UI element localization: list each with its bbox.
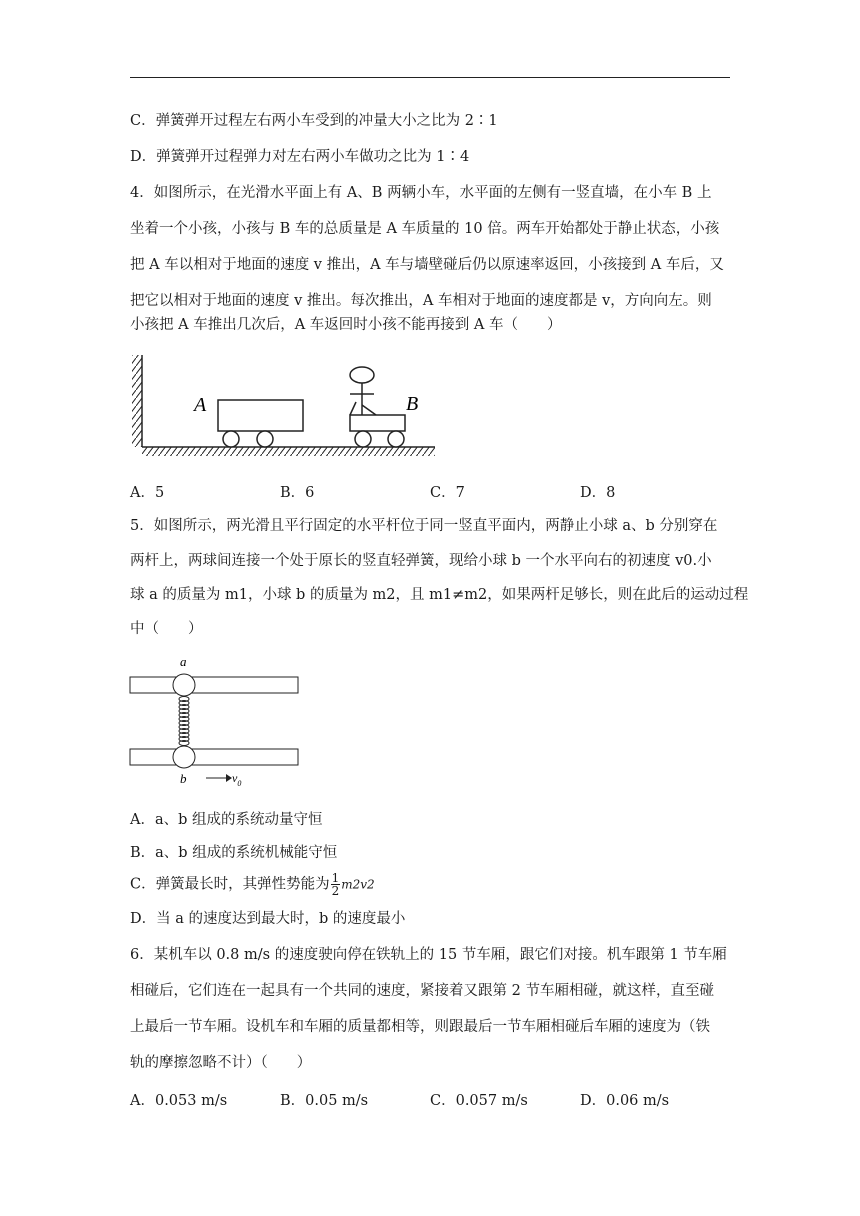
cart-b-body bbox=[350, 415, 405, 431]
q5-option-c bbox=[130, 872, 375, 897]
velocity-label: $v_0$ bbox=[232, 771, 242, 788]
q3-option-c: C．弹簧弹开过程左右两小车受到的冲量大小之比为 2∶1 bbox=[130, 113, 498, 129]
ball-a-label: a bbox=[180, 654, 187, 669]
child-handle bbox=[350, 402, 356, 415]
q4-line-4: 把它以相对于地面的速度 v 推出。每次推出，A 车相对于地面的速度都是 v，方向向左。则 bbox=[130, 293, 712, 309]
header-rule bbox=[130, 77, 730, 78]
q5-option-b: B．a、b 组成的系统机械能守恒 bbox=[130, 845, 338, 861]
cart-b-wheel-left bbox=[355, 431, 371, 447]
q6-option-a: A．0.053 m/s bbox=[130, 1093, 228, 1109]
q4-option-d: D．8 bbox=[580, 485, 616, 501]
q5-option-a: A．a、b 组成的系统动量守恒 bbox=[130, 812, 323, 828]
q6-line-3: 上最后一节车厢。设机车和车厢的质量都相等，则跟最后一节车厢相碰后车厢的速度为（铁 bbox=[130, 1019, 710, 1035]
q5-line-4: 中（ ） bbox=[130, 621, 203, 637]
q4-option-c: C．7 bbox=[430, 485, 465, 501]
cart-a-label: A bbox=[194, 394, 207, 416]
wall-hatch bbox=[132, 355, 142, 447]
fraction-one-half: $\frac{1}{2}$ bbox=[331, 871, 340, 898]
q6-line-1: 6．某机车以 0.8 m/s 的速度驶向停在铁轨上的 15 节车厢，跟它们对接。机车跟第 1 节车厢 bbox=[130, 947, 727, 963]
q4-line-5: 小孩把 A 车推出几次后，A 车返回时小孩不能再接到 A 车（ ） bbox=[130, 317, 562, 333]
q5-line-1: 5．如图所示，两光滑且平行固定的水平杆位于同一竖直平面内，两静止小球 a、b 分别穿在 bbox=[130, 518, 718, 534]
q4-line-3: 把 A 车以相对于地面的速度 v 推出，A 车与墙壁碰后仍以原速率返回，小孩接到 A 车后，又 bbox=[130, 257, 724, 273]
q6-option-b: B．0.05 m/s bbox=[280, 1093, 369, 1109]
q6-option-c: C．0.057 m/s bbox=[430, 1093, 528, 1109]
q4-option-b: B．6 bbox=[280, 485, 315, 501]
q4-option-a: A．5 bbox=[130, 485, 165, 501]
q4-figure-carts bbox=[130, 350, 440, 465]
q4-line-2: 坐着一个小孩，小孩与 B 车的总质量是 A 车质量的 10 倍。两车开始都处于静止状态，小孩 bbox=[130, 221, 720, 237]
q5-option-c-expr: m2v2 bbox=[341, 877, 375, 892]
q6-line-2: 相碰后，它们连在一起具有一个共同的速度，紧接着又跟第 2 节车厢相碰，就这样，直至碰 bbox=[130, 983, 714, 999]
cart-b-label: B bbox=[406, 393, 419, 415]
ball-b bbox=[173, 746, 195, 768]
rod-top bbox=[130, 677, 298, 693]
ball-b-label: b bbox=[180, 771, 187, 786]
ground-hatch bbox=[142, 447, 435, 456]
child-leg bbox=[362, 405, 376, 415]
q6-line-4: 轨的摩擦忽略不计）（ ） bbox=[130, 1055, 312, 1071]
q5-line-3: 球 a 的质量为 m1，小球 b 的质量为 m2，且 m1≠m2，如果两杆足够长，则在此后的运动过程 bbox=[130, 587, 749, 603]
ball-a bbox=[173, 674, 195, 696]
cart-a-body bbox=[218, 400, 303, 431]
cart-b-wheel-right bbox=[388, 431, 404, 447]
rod-bottom bbox=[130, 749, 298, 765]
q5-line-2: 两杆上，两球间连接一个处于原长的竖直轻弹簧，现给小球 b 一个水平向右的初速度 v0.小 bbox=[130, 553, 712, 569]
q3-option-d: D．弹簧弹开过程弹力对左右两小车做功之比为 1∶4 bbox=[130, 149, 470, 165]
q5-figure-rods bbox=[128, 652, 303, 790]
q6-option-d: D．0.06 m/s bbox=[580, 1093, 670, 1109]
child-head bbox=[350, 367, 374, 383]
q5-option-c-text: C．弹簧最长时，其弹性势能为 bbox=[130, 876, 330, 893]
cart-a-wheel-right bbox=[257, 431, 273, 447]
q4-line-1: 4．如图所示，在光滑水平面上有 A、B 两辆小车，水平面的左侧有一竖直墙，在小车 B 上 bbox=[130, 185, 712, 201]
spring bbox=[179, 697, 189, 746]
cart-a-wheel-left bbox=[223, 431, 239, 447]
q5-option-d: D．当 a 的速度达到最大时，b 的速度最小 bbox=[130, 911, 406, 927]
